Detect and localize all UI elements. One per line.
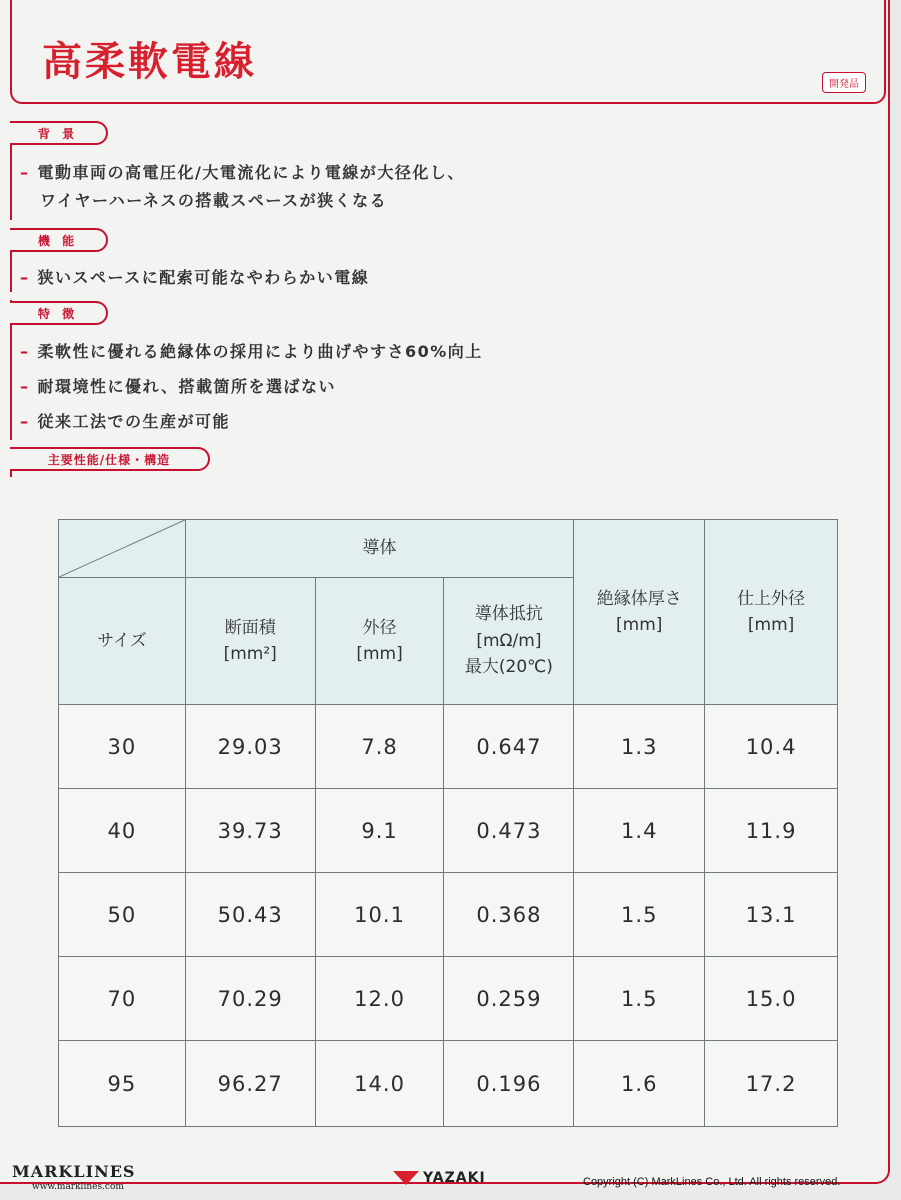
features-item-2: – 耐環境性に優れ、搭載箇所を選ばない [20,377,336,396]
finished-od-cell: 10.4 [705,705,838,789]
size-cell: 30 [59,705,186,789]
function-item-1: – 狭いスペースに配索可能なやわらかい電線 [20,268,370,287]
table-row [59,1041,838,1127]
area-cell: 96.27 [185,1041,315,1127]
spec-table [58,519,838,1127]
od-cell: 7.8 [315,705,444,789]
finished-od-header: 仕上外径 [mm] [705,520,838,705]
conductor-group-header: 導体 [185,520,574,578]
insulation-cell: 1.5 [574,873,705,957]
resistance-cell: 0.196 [444,1041,574,1127]
finished-od-cell: 11.9 [705,789,838,873]
page-title: 高柔軟電線 [42,39,257,85]
insulation-cell: 1.6 [574,1041,705,1127]
features-item-1: – 柔軟性に優れる絶縁体の採用により曲げやすさ60%向上 [20,342,483,361]
cross-section-header: 断面積 [mm²] [185,578,315,705]
table-row [59,873,838,957]
section-label-function: 機 能 [10,228,108,252]
yazaki-mark-icon [393,1171,419,1185]
features-item-3: – 従来工法での生産が可能 [20,412,231,431]
size-cell: 50 [59,873,186,957]
section-label-background: 背 景 [10,121,108,145]
corner-cell [59,520,186,578]
section-label-features: 特 徴 [10,301,108,325]
od-cell: 10.1 [315,873,444,957]
resistance-header: 導体抵抗 [mΩ/m] 最大(20℃) [444,578,574,705]
table-row [59,957,838,1041]
table-row [59,705,838,789]
development-badge: 開発品 [822,72,866,93]
insulation-cell: 1.5 [574,957,705,1041]
copyright-notice: Copyright (C) MarkLines Co., Ltd. All rights reserved. [583,1176,841,1188]
section-bracket-background [10,132,12,220]
resistance-cell: 0.368 [444,873,574,957]
size-header: サイズ [59,578,186,705]
area-cell: 50.43 [185,873,315,957]
section-label-specs: 主要性能/仕様・構造 [10,447,210,471]
area-cell: 29.03 [185,705,315,789]
size-cell: 40 [59,789,186,873]
yazaki-logo: YAZAKI [393,1170,486,1186]
marklines-logo: MARKLINES [12,1162,136,1181]
size-cell: 70 [59,957,186,1041]
background-item-1-continued: ワイヤーハーネスの搭載スペースが狭くなる [40,191,388,210]
insulation-cell: 1.4 [574,789,705,873]
conductor-od-header: 外径 [mm] [315,578,444,705]
resistance-cell: 0.647 [444,705,574,789]
od-cell: 12.0 [315,957,444,1041]
diagonal-line-icon [59,520,185,577]
insulation-thickness-header: 絶縁体厚さ [mm] [574,520,705,705]
od-cell: 14.0 [315,1041,444,1127]
area-cell: 39.73 [185,789,315,873]
table-row [59,789,838,873]
background-item-1: – 電動車両の高電圧化/大電流化により電線が大径化し、 [20,163,465,182]
od-cell: 9.1 [315,789,444,873]
size-cell: 95 [59,1041,186,1127]
finished-od-cell: 13.1 [705,873,838,957]
finished-od-cell: 17.2 [705,1041,838,1127]
resistance-cell: 0.259 [444,957,574,1041]
insulation-cell: 1.3 [574,705,705,789]
area-cell: 70.29 [185,957,315,1041]
resistance-cell: 0.473 [444,789,574,873]
finished-od-cell: 15.0 [705,957,838,1041]
marklines-url: www.marklines.com [32,1182,124,1192]
